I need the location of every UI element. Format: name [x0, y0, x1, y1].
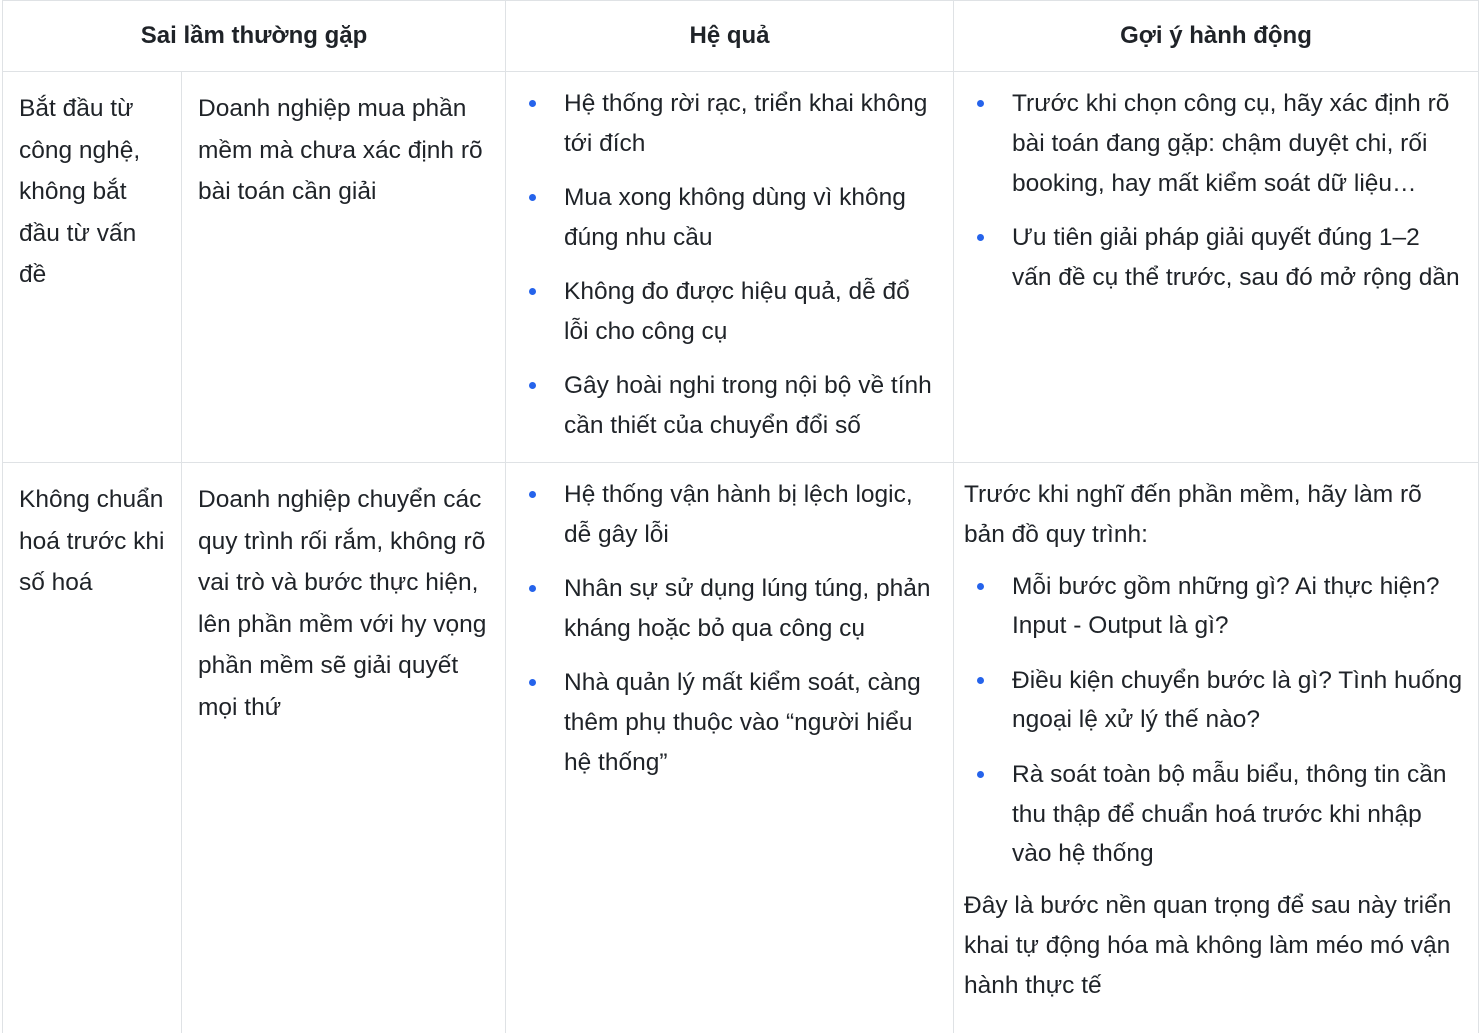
- mistake-cell: Bắt đầu từ công nghệ, không bắt đầu từ vấn đề: [3, 72, 182, 463]
- mistakes-table: [2, 0, 1479, 1033]
- list-item: Nhà quản lý mất kiểm soát, càng thêm phụ thuộc vào “người hiểu hệ thống”: [516, 663, 939, 782]
- action-list: [964, 84, 1464, 297]
- description-cell: Doanh nghiệp mua phần mềm mà chưa xác định rõ bài toán cần giải: [182, 72, 506, 463]
- list-item: Ưu tiên giải pháp giải quyết đúng 1–2 vấn đề cụ thể trước, sau đó mở rộng dần: [964, 218, 1464, 298]
- list-item: Không đo được hiệu quả, dễ đổ lỗi cho công cụ: [516, 272, 939, 352]
- table-row: [3, 463, 1479, 1033]
- list-item: Hệ thống vận hành bị lệch logic, dễ gây lỗi: [516, 475, 939, 555]
- list-item: Nhân sự sử dụng lúng túng, phản kháng hoặc bỏ qua công cụ: [516, 569, 939, 649]
- consequences-cell: [506, 463, 954, 1033]
- list-item: Mua xong không dùng vì không đúng nhu cầu: [516, 178, 939, 258]
- bullet-icon: [529, 679, 536, 686]
- bullet-icon: [977, 583, 984, 590]
- table-row: [3, 72, 1479, 463]
- header-action: Gợi ý hành động: [954, 1, 1479, 72]
- actions-cell: [954, 72, 1479, 463]
- bullet-icon: [529, 100, 536, 107]
- bullet-icon: [529, 491, 536, 498]
- bullet-icon: [529, 194, 536, 201]
- actions-cell: [954, 463, 1479, 1033]
- bullet-icon: [529, 382, 536, 389]
- consequence-list: [516, 84, 939, 446]
- list-item: Rà soát toàn bộ mẫu biểu, thông tin cần thu thập để chuẩn hoá trước khi nhập vào hệ thống: [964, 755, 1464, 874]
- actions-outro: Đây là bước nền quan trọng để sau này triển khai tự động hóa mà không làm méo mó vận hành thực tế: [964, 892, 1452, 999]
- mistake-cell: Không chuẩn hoá trước khi số hoá: [3, 463, 182, 1033]
- action-list: [964, 567, 1464, 875]
- bullet-icon: [977, 100, 984, 107]
- consequence-list: [516, 475, 939, 783]
- bullet-icon: [529, 288, 536, 295]
- list-item: Mỗi bước gồm những gì? Ai thực hiện? Input - Output là gì?: [964, 567, 1464, 647]
- list-item: Gây hoài nghi trong nội bộ về tính cần thiết của chuyển đổi số: [516, 366, 939, 446]
- list-item: Điều kiện chuyển bước là gì? Tình huống ngoại lệ xử lý thế nào?: [964, 661, 1464, 741]
- consequences-cell: [506, 72, 954, 463]
- header-mistake: Sai lầm thường gặp: [3, 1, 506, 72]
- bullet-icon: [977, 234, 984, 241]
- bullet-icon: [977, 771, 984, 778]
- actions-intro: Trước khi nghĩ đến phần mềm, hãy làm rõ bản đồ quy trình:: [964, 481, 1422, 548]
- bullet-icon: [529, 585, 536, 592]
- list-item: Hệ thống rời rạc, triển khai không tới đích: [516, 84, 939, 164]
- header-consequence: Hệ quả: [506, 1, 954, 72]
- table-header-row: [3, 1, 1479, 72]
- description-cell: Doanh nghiệp chuyển các quy trình rối rắm, không rõ vai trò và bước thực hiện, lên phần mềm với hy vọng phần mềm sẽ giải quyết mọi thứ: [182, 463, 506, 1033]
- list-item: Trước khi chọn công cụ, hãy xác định rõ bài toán đang gặp: chậm duyệt chi, rối booking, hay mất kiểm soát dữ liệu…: [964, 84, 1464, 203]
- bullet-icon: [977, 677, 984, 684]
